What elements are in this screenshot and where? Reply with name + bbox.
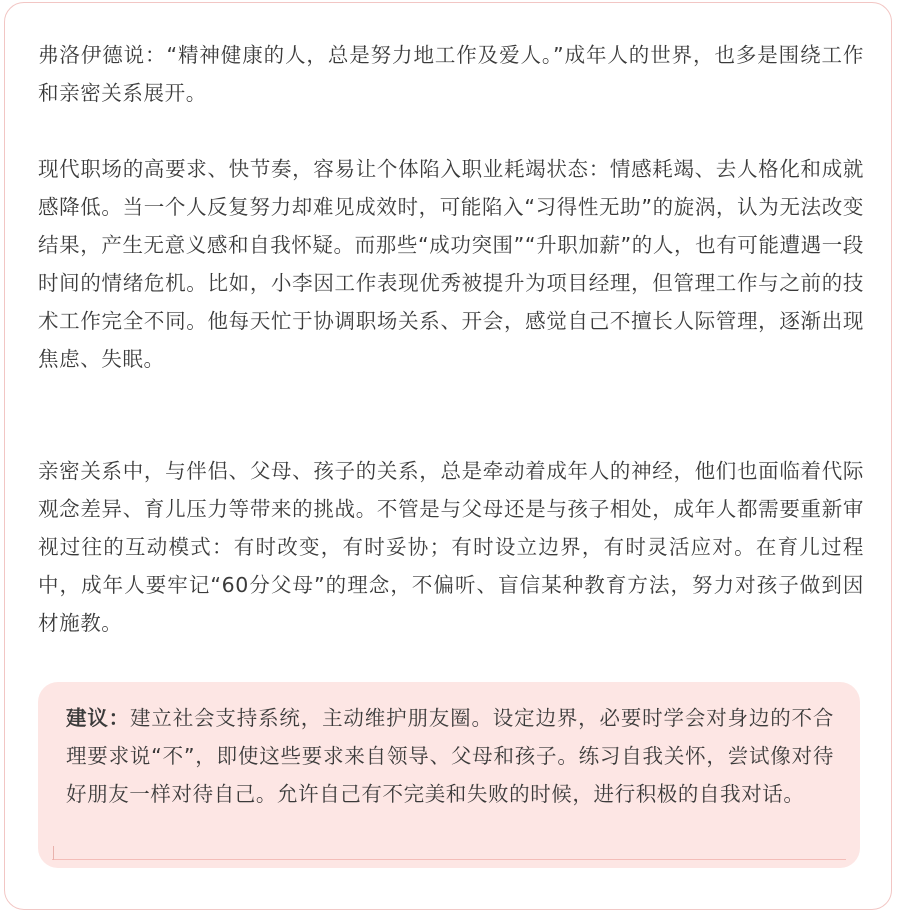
paragraph-intimate-relationships: 亲密关系中，与伴侣、父母、孩子的关系，总是牵动着成年人的神经，他们也面临着代际观念差异、育儿压力等带来的挑战。不管是与父母还是与孩子相处，成年人都需要重新审视过往的互动模式：有时改变，有时妥协；有时设立边界，有时灵活应对。在育儿过程中，成年人要牢记“60分父母”的理念，不偏听、盲信某种教育方法，努力对孩子做到因材施教。: [38, 459, 864, 635]
paragraph-freud-quote: 弗洛伊德说：“精神健康的人，总是努力地工作及爱人。”成年人的世界，也多是围绕工作和亲密关系展开。: [38, 43, 864, 105]
advice-box-bottom-rule: [52, 859, 846, 860]
advice-body: 建立社会支持系统，主动维护朋友圈。设定边界，必要时学会对身边的不合理要求说“不”，即使这些要求来自领导、父母和孩子。练习自我关怀，尝试像对待好朋友一样对待自己。允许自己有不完美和失败的时候，进行积极的自我对话。: [66, 706, 834, 806]
paragraph-workplace: 现代职场的高要求、快节奏，容易让个体陷入职业耗竭状态：情感耗竭、去人格化和成就感降低。当一个人反复努力却难见成效时，可能陷入“习得性无助”的旋涡，认为无法改变结果，产生无意义感和自我怀疑。而那些“成功突围”“升职加薪”的人，也有可能遭遇一段时间的情绪危机。比如，小李因工作表现优秀被提升为项目经理，但管理工作与之前的技术工作完全不同。他每天忙于协调职场关系、开会，感觉自己不擅长人际管理，逐渐出现焦虑、失眠。: [38, 157, 864, 371]
advice-box: [38, 682, 860, 868]
advice-paragraph: [66, 699, 834, 813]
advice-box-corner-mark: [53, 846, 54, 860]
advice-label: 建议：: [66, 706, 131, 730]
